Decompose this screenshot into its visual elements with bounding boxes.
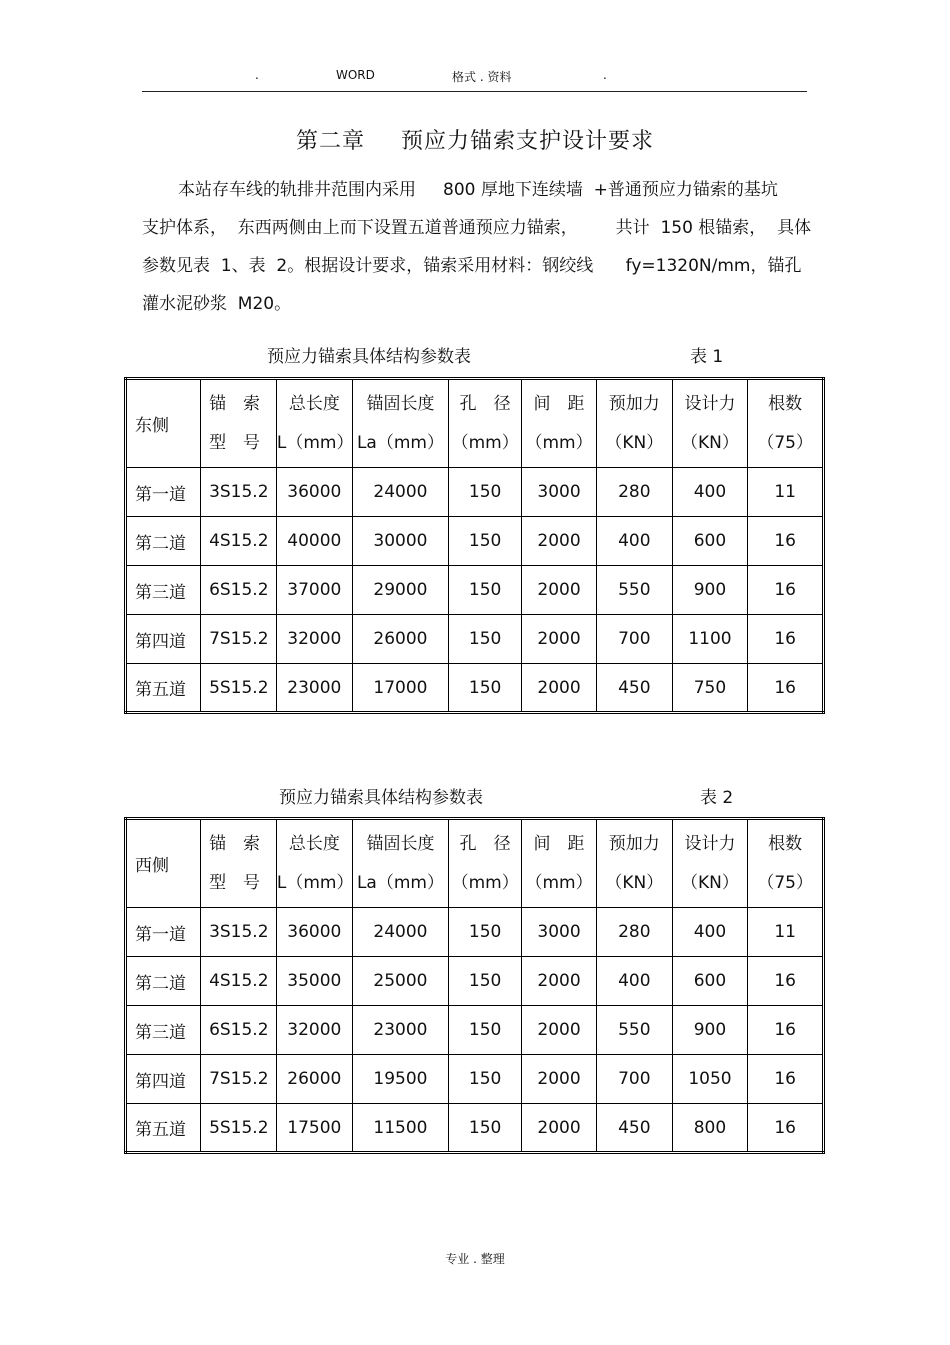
table-row [126,615,824,664]
header-cell: 锚 索 型 号 [201,819,277,908]
cell-length: 32000 [276,615,352,664]
row-name: 第三道 [126,1006,201,1055]
header-cell: 设计力 （KN） [672,379,748,468]
paragraph-line: 支护体系， 东西两侧由上而下设置五道普通预应力锚索， 共计 150 根锚索， 具体 [142,218,812,238]
cell-design-force: 750 [672,664,748,713]
row-name: 第四道 [126,615,201,664]
page-title [0,124,950,155]
header-cell: 总长度 L（mm） [276,379,352,468]
table-row [126,1055,824,1104]
cell-prestress: 450 [596,664,672,713]
table-row [126,517,824,566]
cell-length: 32000 [276,1006,352,1055]
cell-length: 36000 [276,468,352,517]
cell-design-force: 400 [672,908,748,957]
side-label: 西侧 [126,819,201,908]
cell-diameter: 150 [449,1104,522,1153]
side-label: 东侧 [126,379,201,468]
paragraph-line: 本站存车线的轨排井范围内采用 800 厚地下连续墙 +普通预应力锚索的基坑 [178,180,778,200]
header-cell: 间 距 （mm） [522,819,597,908]
table-row [126,908,824,957]
cell-anchor-length: 30000 [352,517,448,566]
row-name: 第三道 [126,566,201,615]
cell-design-force: 900 [672,566,748,615]
row-name: 第二道 [126,957,201,1006]
paragraph-line: 灌水泥砂浆 M20。 [142,294,292,314]
header-left-dot: . [255,68,259,82]
cell-length: 37000 [276,566,352,615]
cell-anchor-length: 11500 [352,1104,448,1153]
table2-caption: 预应力锚索具体结构参数表 [279,788,483,808]
paragraph-line: 参数见表 1、表 2。根据设计要求，锚索采用材料：钢绞线 fy=1320N/mm，锚孔 [142,256,802,276]
table-row [126,1104,824,1153]
cell-length: 40000 [276,517,352,566]
cell-prestress: 700 [596,1055,672,1104]
cell-design-force: 600 [672,957,748,1006]
header-cell: 总长度 L（mm） [276,819,352,908]
cell-diameter: 150 [449,1006,522,1055]
table1-caption: 预应力锚索具体结构参数表 [267,347,471,367]
cell-diameter: 150 [449,517,522,566]
cell-type: 7S15.2 [201,1055,277,1104]
chapter-title: 预应力锚索支护设计要求 [401,129,655,154]
cell-anchor-length: 17000 [352,664,448,713]
cell-diameter: 150 [449,664,522,713]
cell-spacing: 2000 [522,1006,597,1055]
cell-count: 16 [748,1055,824,1104]
cell-type: 7S15.2 [201,615,277,664]
cell-design-force: 800 [672,1104,748,1153]
cell-spacing: 2000 [522,615,597,664]
cell-length: 35000 [276,957,352,1006]
cell-prestress: 400 [596,957,672,1006]
cell-diameter: 150 [449,566,522,615]
body-paragraph [142,171,812,323]
cell-anchor-length: 19500 [352,1055,448,1104]
cell-length: 23000 [276,664,352,713]
cell-spacing: 3000 [522,908,597,957]
cell-type: 6S15.2 [201,566,277,615]
cell-type: 4S15.2 [201,957,277,1006]
cell-type: 5S15.2 [201,664,277,713]
cell-prestress: 550 [596,1006,672,1055]
cell-spacing: 2000 [522,1104,597,1153]
cell-anchor-length: 26000 [352,615,448,664]
cell-count: 16 [748,517,824,566]
cell-diameter: 150 [449,1055,522,1104]
cell-count: 16 [748,957,824,1006]
cell-spacing: 2000 [522,517,597,566]
cell-design-force: 1100 [672,615,748,664]
header-cell: 锚固长度 La（mm） [352,819,448,908]
cell-count: 11 [748,908,824,957]
page-footer: 专业 . 整理 [445,1252,505,1266]
cell-count: 16 [748,1006,824,1055]
cell-type: 6S15.2 [201,1006,277,1055]
row-name: 第一道 [126,908,201,957]
cell-count: 16 [748,664,824,713]
cell-prestress: 280 [596,468,672,517]
row-name: 第二道 [126,517,201,566]
header-cell: 预加力 （KN） [596,819,672,908]
cell-diameter: 150 [449,468,522,517]
row-name: 第五道 [126,664,201,713]
header-cell: 孔 径 （mm） [449,819,522,908]
row-name: 第四道 [126,1055,201,1104]
page-header [142,68,807,90]
cell-spacing: 2000 [522,1055,597,1104]
cell-count: 16 [748,615,824,664]
cell-spacing: 2000 [522,664,597,713]
cell-diameter: 150 [449,957,522,1006]
header-cell: 设计力 （KN） [672,819,748,908]
cell-anchor-length: 29000 [352,566,448,615]
cell-prestress: 550 [596,566,672,615]
cell-length: 26000 [276,1055,352,1104]
header-cell: 根数 （75） [748,819,824,908]
cell-spacing: 3000 [522,468,597,517]
table1-label: 表 1 [690,347,724,367]
cell-length: 17500 [276,1104,352,1153]
cell-length: 36000 [276,908,352,957]
cell-type: 5S15.2 [201,1104,277,1153]
cell-anchor-length: 25000 [352,957,448,1006]
header-cell: 预加力 （KN） [596,379,672,468]
table-row [126,664,824,713]
table-row [126,957,824,1006]
table-row [126,468,824,517]
anchor-table-west [124,817,825,1154]
cell-prestress: 450 [596,1104,672,1153]
header-center-text: 格式 . 资料 [452,70,512,84]
row-name: 第五道 [126,1104,201,1153]
header-divider [142,91,807,92]
cell-count: 11 [748,468,824,517]
header-cell: 间 距 （mm） [522,379,597,468]
table-row [126,566,824,615]
header-cell: 锚固长度 La（mm） [352,379,448,468]
anchor-table-east [124,377,825,714]
cell-spacing: 2000 [522,957,597,1006]
cell-spacing: 2000 [522,566,597,615]
header-word: WORD [336,68,375,82]
cell-prestress: 700 [596,615,672,664]
header-cell: 锚 索 型 号 [201,379,277,468]
table-row [126,1006,824,1055]
table2-label: 表 2 [700,788,734,808]
cell-diameter: 150 [449,615,522,664]
cell-anchor-length: 23000 [352,1006,448,1055]
header-cell: 孔 径 （mm） [449,379,522,468]
cell-design-force: 600 [672,517,748,566]
cell-design-force: 900 [672,1006,748,1055]
cell-anchor-length: 24000 [352,468,448,517]
cell-type: 3S15.2 [201,468,277,517]
cell-design-force: 1050 [672,1055,748,1104]
cell-diameter: 150 [449,908,522,957]
row-name: 第一道 [126,468,201,517]
header-right-dot: . [603,68,607,82]
cell-prestress: 280 [596,908,672,957]
cell-prestress: 400 [596,517,672,566]
cell-anchor-length: 24000 [352,908,448,957]
cell-count: 16 [748,1104,824,1153]
cell-design-force: 400 [672,468,748,517]
header-cell: 根数 （75） [748,379,824,468]
cell-type: 3S15.2 [201,908,277,957]
chapter-label: 第二章 [295,129,365,154]
cell-count: 16 [748,566,824,615]
cell-type: 4S15.2 [201,517,277,566]
